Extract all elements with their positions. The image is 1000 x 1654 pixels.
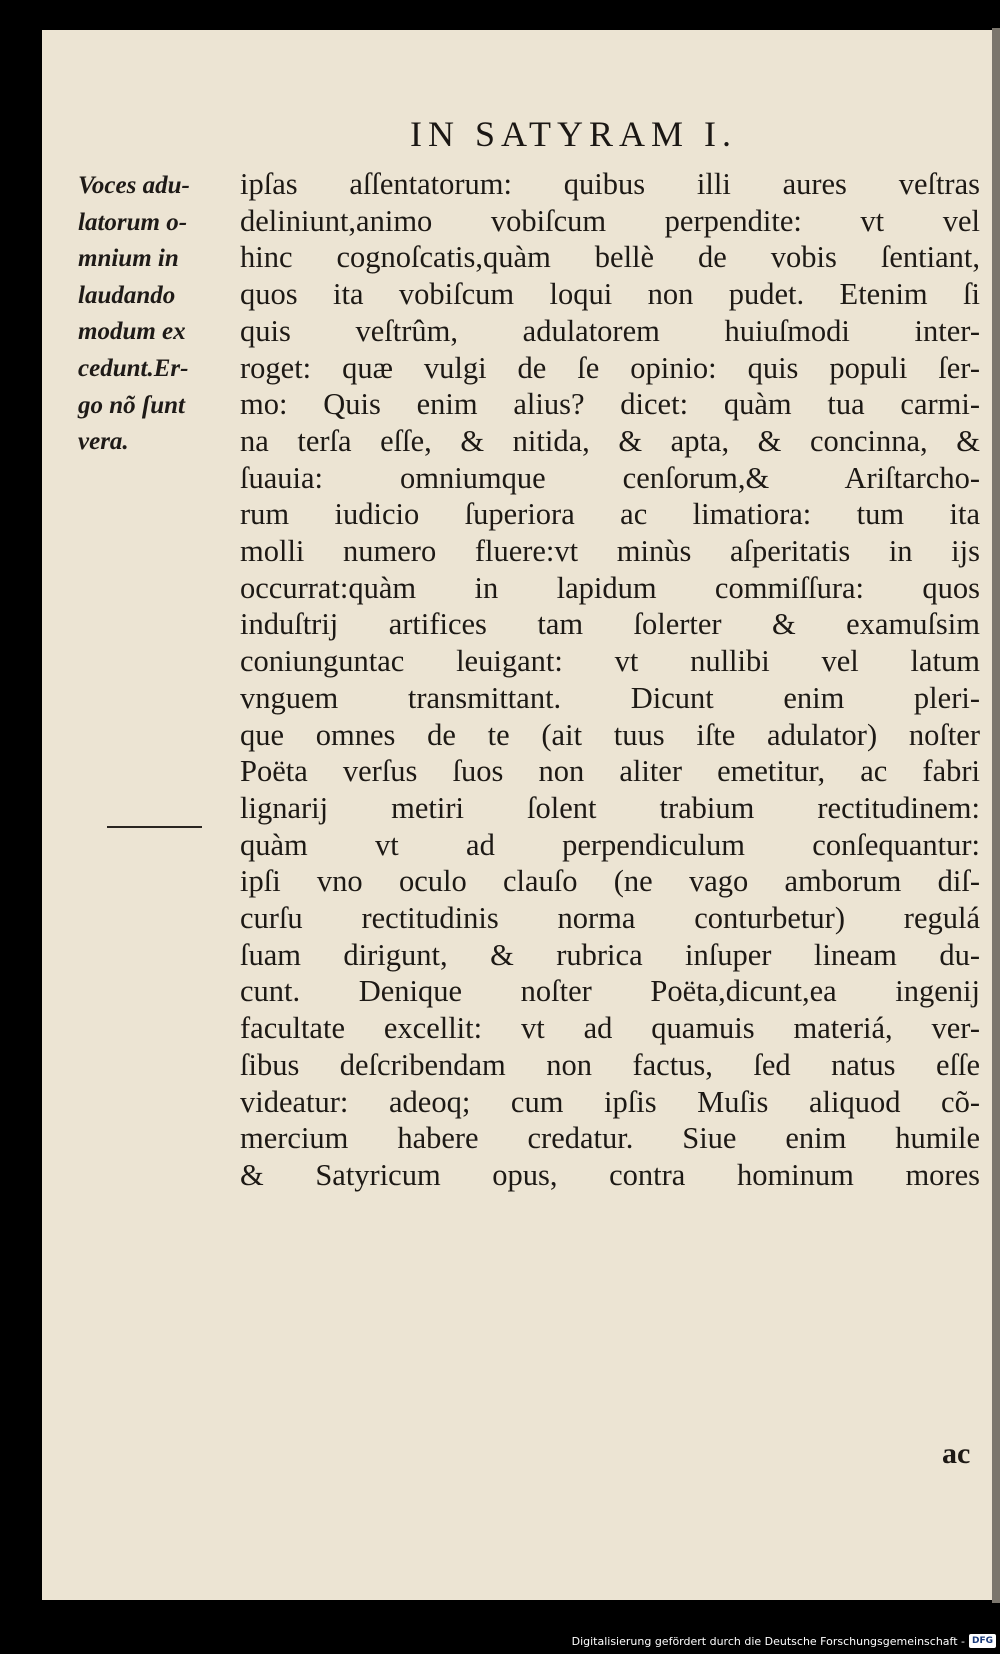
- text-line: induſtrij artifices tam ſolerter & examuſsim: [240, 607, 980, 642]
- text-line: vnguem transmittant. Dicunt enim pleri-: [240, 680, 980, 715]
- margin-note: [78, 168, 238, 461]
- text-line: deliniunt,animo vobiſcum perpendite: vt vel: [240, 203, 980, 238]
- text-line: curſu rectitudinis norma conturbetur) regulá: [240, 901, 980, 936]
- text-line: quos ita vobiſcum loqui non pudet. Etenim ſi: [240, 277, 980, 312]
- text-line: ipſi vno oculo clauſo (ne vago amborum diſ-: [240, 864, 980, 899]
- text-line: videatur: adeoq; cum ipſis Muſis aliquod cõ-: [240, 1084, 980, 1119]
- text-line: molli numero fluere:vt minùs aſperitatis in ijs: [240, 534, 980, 569]
- text-line: hinc cognoſcatis,quàm bellè de vobis ſentiant,: [240, 240, 980, 275]
- margin-note-line: go nõ ſunt: [78, 391, 185, 419]
- margin-rule: [107, 826, 202, 828]
- text-line: que omnes de te (ait tuus iſte adulator) noſter: [240, 717, 980, 752]
- margin-note-line: modum ex: [78, 318, 186, 346]
- text-line: lignarij metiri ſolent trabium rectitudinem:: [240, 790, 980, 825]
- text-line: ipſas aſſentatorum: quibus illi aures veſtras: [240, 167, 980, 201]
- text-line: mercium habere credatur. Siue enim humile: [240, 1121, 980, 1156]
- text-line: ſibus deſcribendam non factus, ſed natus eſſe: [240, 1047, 980, 1082]
- text-line: Poëta verſus ſuos non aliter emetitur, ac fabri: [240, 754, 980, 789]
- margin-note-line: laudando: [78, 281, 176, 309]
- text-line: roget: quæ vulgi de ſe opinio: quis populi ſer-: [240, 350, 980, 385]
- text-line: quàm vt ad perpendiculum conſequantur:: [240, 827, 980, 862]
- running-header: IN SATYRAM I.: [410, 114, 738, 154]
- text-line: & Satyricum opus, contra hominum mores: [240, 1157, 980, 1192]
- margin-note-line: latorum o-: [78, 208, 188, 236]
- catchword: ac: [942, 1437, 971, 1470]
- text-line: ſuam dirigunt, & rubrica inſuper lineam du-: [240, 937, 980, 972]
- footer-text: Digitalisierung gefördert durch die Deutsche Forschungsgemeinschaft -: [571, 1634, 965, 1648]
- margin-note-line: Voces adu-: [78, 172, 190, 199]
- text-line: mo: Quis enim alius? dicet: quàm tua carmi-: [240, 387, 980, 422]
- body-text: [240, 166, 980, 1194]
- dfg-logo: DFG: [969, 1634, 996, 1648]
- text-line: cunt. Denique noſter Poëta,dicunt,ea ingenij: [240, 974, 980, 1009]
- text-line: coniunguntac leuigant: vt nullibi vel latum: [240, 644, 980, 679]
- text-line: rum iudicio ſuperiora ac limatiora: tum ita: [240, 497, 980, 532]
- text-line: quis veſtrûm, adulatorem huiuſmodi inter-: [240, 313, 980, 348]
- footer-credit: [572, 1632, 996, 1650]
- text-line: na terſa eſſe, & nitida, & apta, & concinna, &: [240, 423, 980, 458]
- text-line: ſuauia: omniumque cenſorum,& Ariſtarcho-: [240, 460, 980, 495]
- margin-note-line: mnium in: [78, 245, 179, 273]
- page-edge: [992, 28, 1000, 1603]
- margin-note-line: vera.: [78, 428, 129, 456]
- margin-note-line: cedunt.Er-: [78, 354, 189, 382]
- text-line: facultate excellit: vt ad quamuis materiá, ver-: [240, 1011, 980, 1046]
- text-line: occurrat:quàm in lapidum commiſſura: quos: [240, 570, 980, 605]
